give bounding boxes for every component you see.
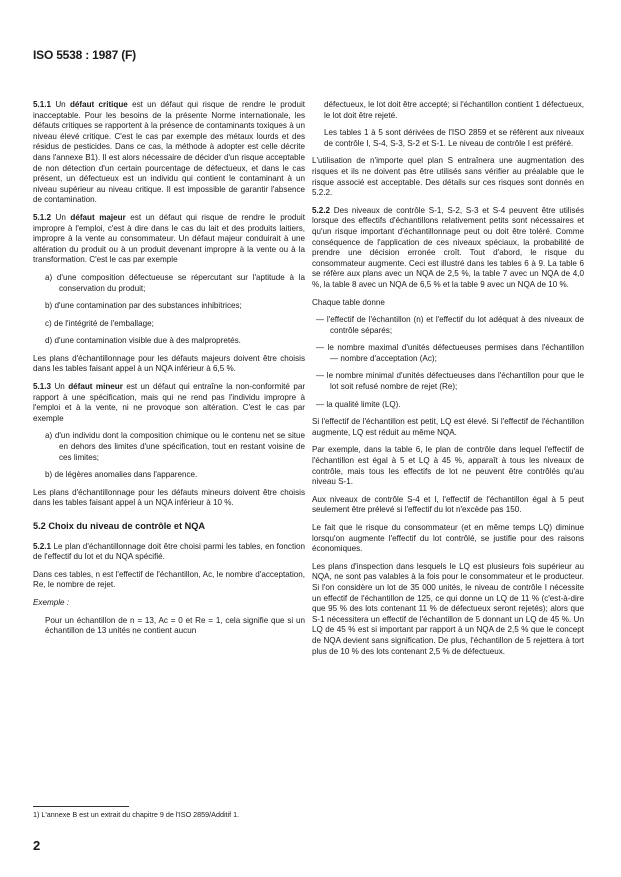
paragraph: L'utilisation de n'importe quel plan S entraînera une augmentation des risques et ils ne doivent pas être utilisés sans vérifier au préalable que le risque associé est acceptable. Des détails sur ces risques sont donnés en 5.2.2. — [312, 156, 584, 198]
section-heading-5-2: 5.2 Choix du niveau de contrôle et NQA — [33, 521, 206, 531]
clause-number: 5.1.1 — [33, 100, 52, 109]
paragraph: défectueux, le lot doit être accepté; si l'échantillon contient 1 défectueux, le lot doit être rejeté. — [324, 100, 584, 120]
term-minor-defect: défaut mineur — [68, 382, 123, 392]
paragraph: Dans ces tables, n est l'effectif de l'échantillon, Ac, le nombre d'acceptation, Re, le nombre de rejet. — [33, 569, 305, 590]
clause-5-1-1: 5.1.1 Un défaut critique est un défaut qui risque de rendre le produit inacceptable. Pour les besoins de la présente Norme internationale, les défauts critiques se rapportent à la présence de contaminants toxiques à un niveau élevé critique. C'est le cas par exemple des métaux lourds et des résidus de pesticides. Dans ce cas, la méthode à adopter est celle décrite dans l'annexe B1). Il est alors nécessaire de décider d'un risque acceptable de non détection d'un certain pourcentage de défectueux, et dans le cas présent, un défectueux est un individu qui contient le contaminant à un niveau supérieur au niveau critique. Il est impossible de garantir l'absence de contamination. — [33, 100, 306, 205]
paragraph: Les plans d'échantillonnage pour les défauts majeurs doivent être choisis dans les tables faisant appel à un NQA inférieur à 6,5 %. — [33, 353, 305, 374]
list-item: c) de l'intégrité de l'emballage; — [45, 318, 154, 328]
list-item: — le nombre minimal d'unités défectueuses dans l'échantillon pour que le lot soit refusé nombre de rejet (Re); — [316, 371, 584, 392]
example-text: Pour un échantillon de n = 13, Ac = 0 et Re = 1, cela signifie que si un échantillon de 13 unités ne contient aucun — [45, 615, 305, 636]
page-number: 2 — [33, 838, 41, 853]
example-label: Exemple : — [33, 597, 69, 607]
document-header: ISO 5538 : 1987 (F) — [33, 48, 136, 62]
paragraph: Aux niveaux de contrôle S-4 et I, l'effectif de l'échantillon égal à 5 peut seulement être prélevé si l'effectif du lot n'excède pas 150. — [312, 494, 584, 515]
clause-number: 5.1.2 — [33, 212, 52, 222]
list-item: — l'effectif de l'échantillon (n) et l'effectif du lot adéquat à des niveaux de contrôle séparés; — [316, 315, 584, 335]
clause-number: 5.2.1 — [33, 541, 52, 551]
footnote: 1) L'annexe B est un extrait du chapitre 9 de l'ISO 2859/Additif 1. — [33, 810, 240, 819]
paragraph: Les plans d'inspection dans lesquels le LQ est plusieurs fois supérieur au NQA, ne sont pas valables à la fois pour le consommateur et le producteur. Si l'on considère un lot de 35 000 unités, le niveau de contrôle I nécessite un effectif de l'échantillon de 125, ce qui donne un LQ de 11 % (c'est-à-dire que 95 % des lots contenant 11 % de défectueux seront rejetés); alors que S-1 nécessitera un effectif de l'échantillon de 5 donnant un LQ de 45 %. Un LQ de 45 % est si important par rapport à un NQA de 2,5 % que le concept de NQA devient sans signification. De plus, l'échantillon de 5 rejettera à tort plus de 10 % des lots contenant 2,5 % de défectueux. — [312, 561, 584, 656]
right-column — [312, 100, 584, 664]
paragraph: Les tables 1 à 5 sont dérivées de l'ISO 2859 et se réfèrent aux niveaux de contrôle I, S-4, S-3, S-2 et S-1. Le niveau de contrôle I est préféré. — [324, 128, 584, 148]
footnote-divider — [33, 806, 129, 807]
clause-5-1-3: 5.1.3 Un défaut mineur est un défaut qui entraîne la non-conformité par rapport à une spécification, mais qui ne rend pas l'individu impropre à l'emploi et à la vente, ni ne provoque son altération. C'est le cas par exemple — [33, 382, 306, 423]
clause-number: 5.2.2 — [312, 205, 331, 215]
clause-5-2-1: 5.2.1 Le plan d'échantillonnage doit être choisi parmi les tables, en fonction de l'effectif du lot et du NQA spécifié. — [33, 541, 306, 562]
clause-5-2-2: 5.2.2 Des niveaux de contrôle S-1, S-2, S-3 et S-4 peuvent être utilisés lorsque des effectifs d'échantillons relativement petits sont nécessaires et qu'un risque important d'échantillonnage peut ou doit être toléré. Comme conséquence de l'application de ces niveaux spéciaux, la probabilité de prendre une décision erronée croît. Tout d'abord, le risque du consommateur augmente. Ceci est illustré dans les tables 6 à 9. La table 6 se réfère aux plans avec un NQA de 2,5 %, la table 7 avec un NQA de 4,0 %, la table 8 avec un NQA de 6,5 % et la table 9 avec un NQA de 10 %. — [312, 205, 584, 289]
clause-number: 5.1.3 — [33, 382, 52, 392]
list-item: a) d'une composition défectueuse se répercutant sur l'aptitude à la conservation du produit; — [45, 272, 305, 293]
term-major-defect: défaut majeur — [70, 212, 126, 222]
paragraph: Le fait que le risque du consommateur (et en même temps LQ) diminue lorsqu'on augmente l'effectif du lot contrôlé, se justifie pour des raisons économiques. — [312, 523, 584, 554]
clause-5-1-2: 5.1.2 Un défaut majeur est un défaut qui risque de rendre le produit impropre à l'emploi, c'est à dire dans le cas du lait et des produits laitiers, impropre à la vente au consommateur. Un défaut majeur conduirait à une altération du produit ou à un produit devenant impropre à la vente ou à la transformation. C'est le cas par exemple — [33, 212, 305, 265]
left-column — [33, 100, 305, 644]
paragraph: Chaque table donne — [312, 297, 385, 307]
list-item: b) de légères anomalies dans l'apparence. — [45, 470, 198, 480]
list-item: — la qualité limite (LQ). — [316, 399, 401, 409]
paragraph: Les plans d'échantillonnage pour les défauts mineurs doivent être choisis dans les tables faisant appel à un NQA inférieur à 10 %. — [33, 487, 305, 508]
list-item: d) d'une contamination visible due à des malpropretés. — [45, 336, 241, 346]
paragraph: Par exemple, dans la table 6, le plan de contrôle dans lequel l'effectif de l'échantillon est égal à 5 et LQ à 45 %, apparaît à tous les niveaux de contrôle, mais tous les effectifs de lot ne peuvent être contrôlés qu'au niveau S-1. — [312, 445, 584, 487]
list-item: — le nombre maximal d'unités défectueuses permises dans l'échantillon — nombre d'acceptation (Ac); — [316, 343, 584, 363]
list-item: b) d'une contamination par des substances inhibitrices; — [45, 301, 242, 311]
paragraph: Si l'effectif de l'échantillon est petit, LQ est élevé. Si l'effectif de l'échantillon augmente, LQ est réduit au même NQA. — [312, 417, 584, 437]
term-critical-defect: défaut critique — [69, 100, 128, 109]
list-item: a) d'un individu dont la composition chimique ou le contenu net se situe en dehors des limites d'une spécification, tout en restant voisine de ces limites; — [45, 431, 305, 462]
